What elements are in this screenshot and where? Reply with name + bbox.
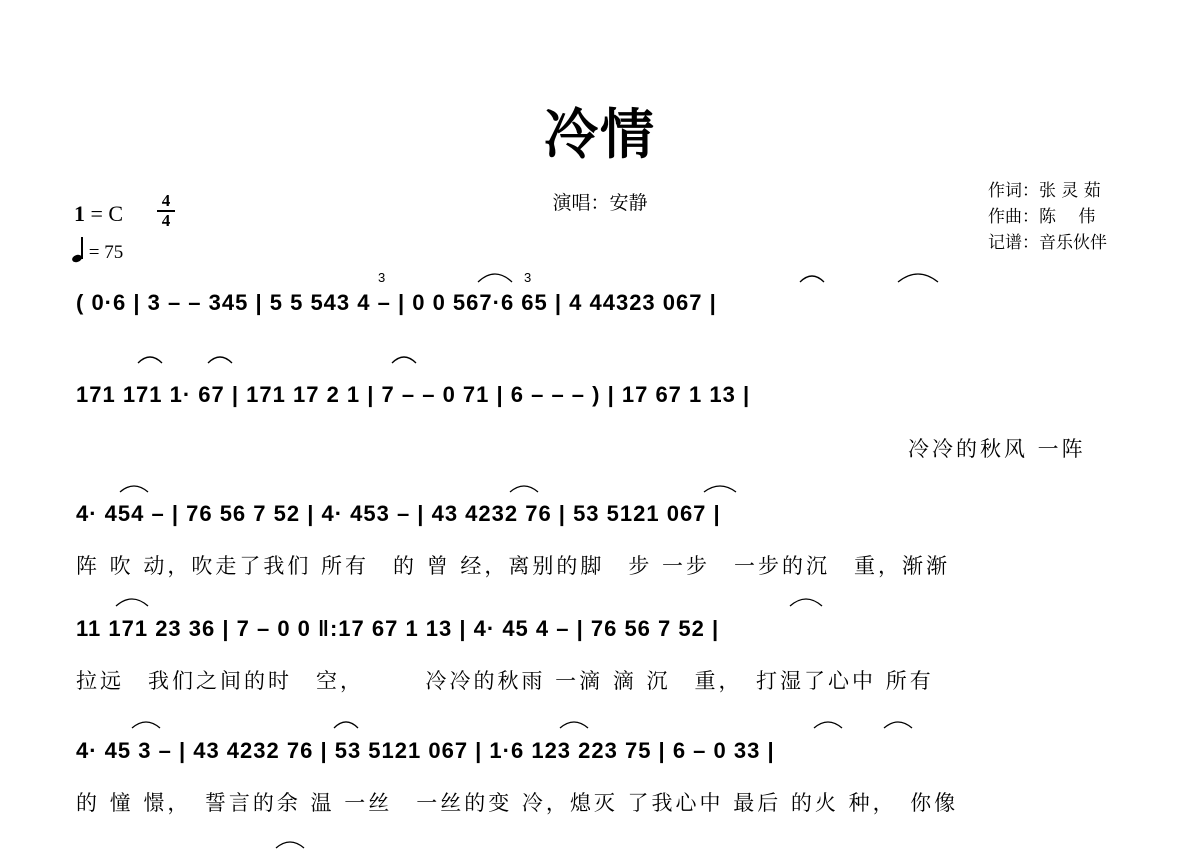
time-signature-bottom: 4 — [161, 211, 171, 230]
lyric-line-3: 阵 吹 动，吹走了我们 所有 的 曾 经，离别的脚 步 一步 一步的沉 重，渐渐 — [76, 554, 951, 578]
notation-line-1: ( 0·6 | 3 – – 345 | 5 5 543 4 – | 0 0 567·6 65 | 4 44323 067 | — [76, 290, 717, 315]
notation-line-5: 4· 45 3 – | 43 4232 76 | 53 5121 067 | 1·6 123 223 75 | 6 – 0 33 | — [76, 738, 775, 763]
composer-credit: 作曲：陈 伟 — [988, 207, 1096, 227]
key-number: 1 — [74, 201, 85, 226]
time-signature-top: 4 — [161, 191, 171, 210]
svg-text:3: 3 — [524, 270, 532, 285]
transcriber-credit: 记谱：音乐伙伴 — [988, 233, 1107, 253]
lyric-line-2: 冷冷的秋风 一阵 — [908, 437, 1086, 461]
notation-line-3: 4· 454 – | 76 56 7 52 | 4· 453 – | 43 4232 76 | 53 5121 067 | — [76, 501, 721, 526]
notation-line-2: 171 171 1· 67 | 171 17 2 1 | 7 – – 0 71 | 6 – – – ) | 17 67 1 13 | — [76, 382, 751, 407]
key-name: = C — [85, 201, 124, 226]
tempo-value: = 75 — [88, 242, 124, 263]
lyric-line-4: 拉远 我们之间的时 空， 冷冷的秋雨 一滴 滴 沉 重， 打湿了心中 所有 — [76, 669, 934, 693]
singer-credit: 演唱：安静 — [552, 192, 648, 214]
lyric-line-5: 的 憧 憬， 誓言的余 温 一丝 一丝的变 冷，熄灭 了我心中 最后 的火 种， 你像 — [76, 791, 959, 815]
notation-line-4: 11 171 23 36 | 7 – 0 0 ‖:17 67 1 13 | 4· 45 4 – | 76 56 7 52 | — [76, 616, 720, 641]
song-title: 冷情 — [544, 102, 656, 166]
lyricist-credit: 作词：张 灵 茹 — [988, 181, 1101, 201]
svg-text:3: 3 — [378, 270, 386, 285]
